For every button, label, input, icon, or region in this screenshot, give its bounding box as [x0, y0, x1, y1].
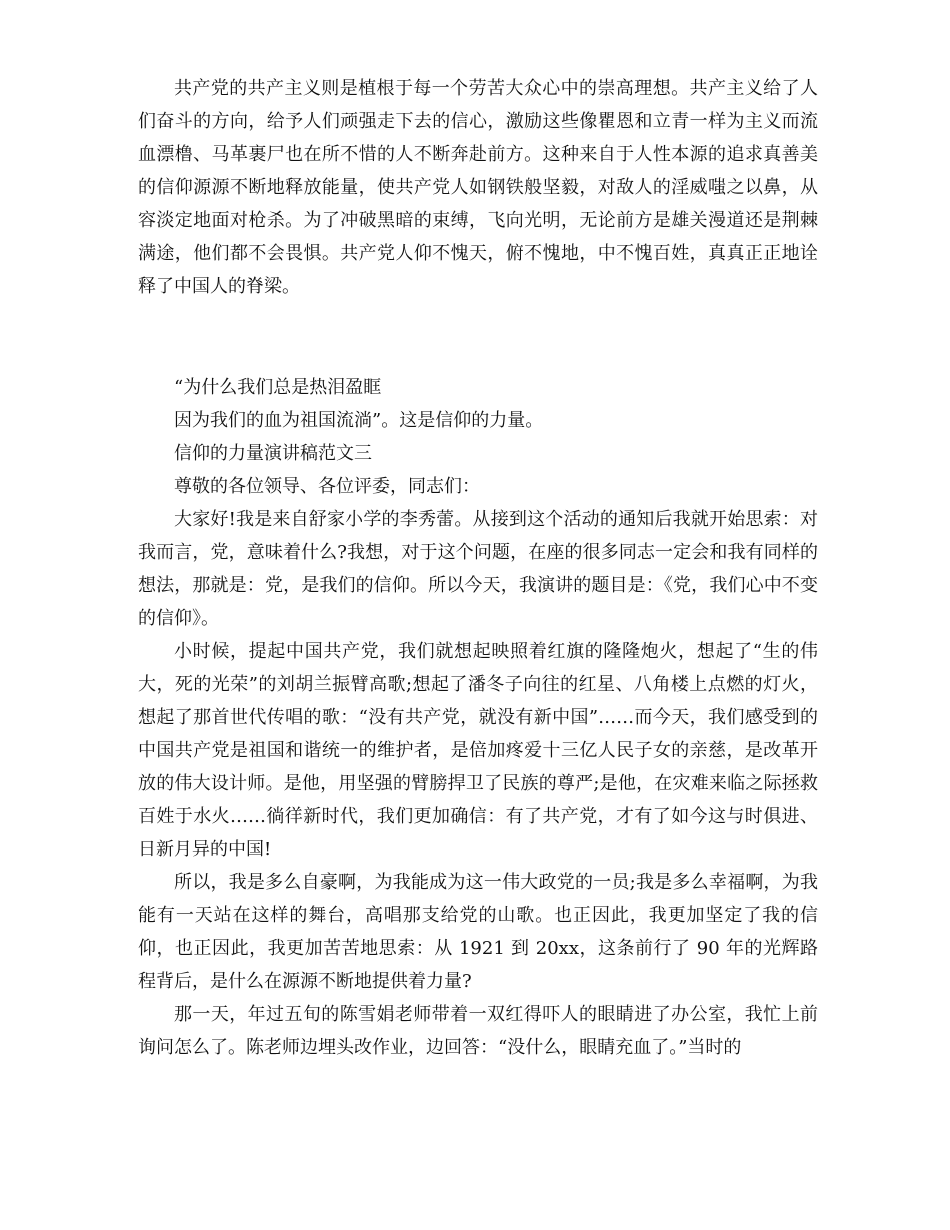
paragraph-7: 小时候，提起中国共产党，我们就想起映照着红旗的隆隆炮火，想起了“生的伟大，死的光荣”的刘胡兰振臂高歌;想起了潘冬子向往的红星、八角楼上点燃的灯火，想起了那首世代传唱的歌：“没有共产党，就没有新中国”……而今天，我们感受到的中国共产党是祖国和谐统一的维护者，是倍加疼爱十三亿人民子女的亲慈，是改革开放的伟大设计师。是他，用坚强的臂膀捍卫了民族的尊严;是他，在灾难来临之际拯救百姓于水火……徜徉新时代，我们更加确信：有了共产党，才有了如今这与时俱进、日新月异的中国! [138, 641, 818, 860]
salutation: 尊敬的各位领导、各位评委，同志们： [174, 476, 480, 497]
document-page [138, 0, 818, 1230]
paragraph-1: 共产党的共产主义则是植根于每一个劳苦大众心中的崇高理想。共产主义给了人们奋斗的方向，给予人们顽强走下去的信心，激励这些像瞿恩和立青一样为主义而流血漂橹、马革裹尸也在所不惜的人不断奔赴前方。这种来自于人性本源的追求真善美的信仰源源不断地释放能量，使共产党人如钢铁般坚毅，对敌人的淫威嗤之以鼻，从容淡定地面对枪杀。为了冲破黑暗的束缚，飞向光明，无论前方是雄关漫道还是荆棘满途，他们都不会畏惧。共产党人仰不愧天，俯不愧地，中不愧百姓，真真正正地诠释了中国人的脊梁。 [138, 78, 818, 297]
paragraph-6: 大家好!我是来自舒家小学的李秀蕾。从接到这个活动的通知后我就开始思索：对我而言，党，意味着什么?我想，对于这个问题，在座的很多同志一定会和我有同样的想法，那就是：党，是我们的信仰。所以今天，我演讲的题目是：《党，我们心中不变的信仰》。 [138, 509, 818, 629]
section-title: 信仰的力量演讲稿范文三 [174, 443, 372, 464]
paragraph-9: 那一天，年过五旬的陈雪娟老师带着一双红得吓人的眼睛进了办公室，我忙上前询问怎么了。陈老师边埋头改作业，边回答：“没什么，眼睛充血了。”当时的 [138, 1004, 818, 1058]
paragraph-2: “为什么我们总是热泪盈眶 [174, 377, 382, 398]
paragraph-3: 因为我们的血为祖国流淌”。这是信仰的力量。 [174, 410, 544, 431]
paragraph-8: 所以，我是多么自豪啊，为我能成为这一伟大政党的一员;我是多么幸福啊，为我能有一天站在这样的舞台，高唱那支给党的山歌。也正因此，我更加坚定了我的信仰，也正因此，我更加苦苦地思索：从 1921 到 20xx，这条前行了 90 年的光辉路程背后，是什么在源源不断地提供着力量? [138, 872, 818, 992]
